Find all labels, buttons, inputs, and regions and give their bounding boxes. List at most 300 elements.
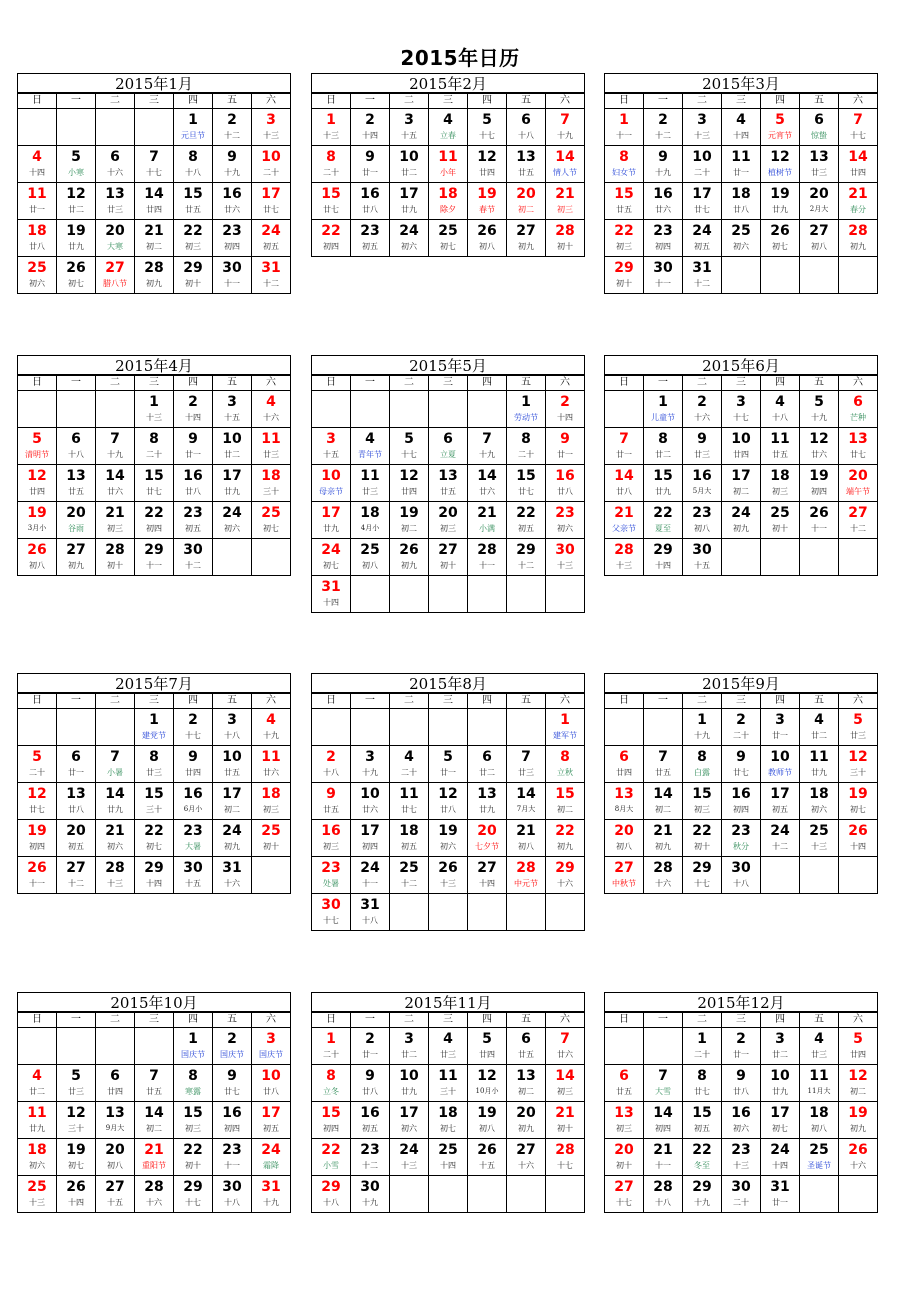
day-cell[interactable]	[722, 183, 761, 220]
day-cell[interactable]	[18, 502, 57, 539]
day-cell[interactable]	[312, 820, 351, 857]
day-cell[interactable]	[683, 783, 722, 820]
day-cell[interactable]	[252, 391, 291, 428]
day-cell[interactable]	[135, 465, 174, 502]
day-cell[interactable]	[429, 1102, 468, 1139]
day-cell[interactable]	[605, 746, 644, 783]
day-cell[interactable]	[761, 746, 800, 783]
day-cell[interactable]	[644, 1102, 683, 1139]
day-cell[interactable]	[722, 1102, 761, 1139]
day-cell[interactable]	[722, 746, 761, 783]
day-cell[interactable]	[722, 109, 761, 146]
day-cell[interactable]	[57, 539, 96, 576]
day-cell[interactable]	[644, 146, 683, 183]
day-cell[interactable]	[507, 183, 546, 220]
day-cell[interactable]	[252, 465, 291, 502]
day-cell[interactable]	[57, 1065, 96, 1102]
day-cell[interactable]	[312, 746, 351, 783]
day-cell[interactable]	[312, 1102, 351, 1139]
day-cell[interactable]	[312, 539, 351, 576]
day-cell[interactable]	[96, 183, 135, 220]
day-cell[interactable]	[252, 428, 291, 465]
day-cell[interactable]	[605, 820, 644, 857]
day-cell[interactable]	[351, 183, 390, 220]
day-cell[interactable]	[761, 428, 800, 465]
day-cell[interactable]	[18, 428, 57, 465]
day-cell[interactable]	[135, 1065, 174, 1102]
day-cell[interactable]	[390, 502, 429, 539]
day-cell[interactable]	[839, 183, 878, 220]
day-cell[interactable]	[213, 783, 252, 820]
day-cell[interactable]	[644, 1065, 683, 1102]
day-cell[interactable]	[213, 183, 252, 220]
day-cell[interactable]	[135, 391, 174, 428]
day-cell[interactable]	[683, 428, 722, 465]
day-cell[interactable]	[839, 428, 878, 465]
day-cell[interactable]	[429, 539, 468, 576]
day-cell[interactable]	[174, 709, 213, 746]
day-cell[interactable]	[722, 1139, 761, 1176]
day-cell[interactable]	[605, 1139, 644, 1176]
day-cell[interactable]	[252, 1065, 291, 1102]
day-cell[interactable]	[57, 183, 96, 220]
day-cell[interactable]	[96, 1102, 135, 1139]
day-cell[interactable]	[507, 539, 546, 576]
day-cell[interactable]	[390, 746, 429, 783]
day-cell[interactable]	[507, 1139, 546, 1176]
day-cell[interactable]	[18, 857, 57, 894]
day-cell[interactable]	[213, 146, 252, 183]
day-cell[interactable]	[468, 1028, 507, 1065]
day-cell[interactable]	[96, 465, 135, 502]
day-cell[interactable]	[839, 1102, 878, 1139]
day-cell[interactable]	[252, 1102, 291, 1139]
day-cell[interactable]	[683, 1028, 722, 1065]
day-cell[interactable]	[429, 1139, 468, 1176]
day-cell[interactable]	[507, 746, 546, 783]
day-cell[interactable]	[96, 257, 135, 294]
day-cell[interactable]	[351, 857, 390, 894]
day-cell[interactable]	[722, 465, 761, 502]
day-cell[interactable]	[761, 1028, 800, 1065]
day-cell[interactable]	[468, 857, 507, 894]
day-cell[interactable]	[174, 1102, 213, 1139]
day-cell[interactable]	[390, 820, 429, 857]
day-cell[interactable]	[213, 109, 252, 146]
day-cell[interactable]	[546, 465, 585, 502]
day-cell[interactable]	[429, 1028, 468, 1065]
day-cell[interactable]	[135, 502, 174, 539]
day-cell[interactable]	[468, 183, 507, 220]
day-cell[interactable]	[644, 1139, 683, 1176]
day-cell[interactable]	[546, 783, 585, 820]
day-cell[interactable]	[351, 502, 390, 539]
day-cell[interactable]	[507, 857, 546, 894]
day-cell[interactable]	[18, 1176, 57, 1213]
day-cell[interactable]	[546, 109, 585, 146]
day-cell[interactable]	[761, 183, 800, 220]
day-cell[interactable]	[18, 746, 57, 783]
day-cell[interactable]	[644, 502, 683, 539]
day-cell[interactable]	[18, 783, 57, 820]
day-cell[interactable]	[390, 109, 429, 146]
day-cell[interactable]	[135, 257, 174, 294]
day-cell[interactable]	[761, 1102, 800, 1139]
day-cell[interactable]	[605, 146, 644, 183]
day-cell[interactable]	[18, 1065, 57, 1102]
day-cell[interactable]	[390, 1139, 429, 1176]
day-cell[interactable]	[252, 109, 291, 146]
day-cell[interactable]	[683, 1139, 722, 1176]
day-cell[interactable]	[312, 220, 351, 257]
day-cell[interactable]	[351, 109, 390, 146]
day-cell[interactable]	[507, 146, 546, 183]
day-cell[interactable]	[57, 746, 96, 783]
day-cell[interactable]	[546, 391, 585, 428]
day-cell[interactable]	[644, 857, 683, 894]
day-cell[interactable]	[135, 220, 174, 257]
day-cell[interactable]	[57, 1139, 96, 1176]
day-cell[interactable]	[18, 1139, 57, 1176]
day-cell[interactable]	[800, 465, 839, 502]
day-cell[interactable]	[683, 1065, 722, 1102]
day-cell[interactable]	[429, 146, 468, 183]
day-cell[interactable]	[174, 1139, 213, 1176]
day-cell[interactable]	[174, 502, 213, 539]
day-cell[interactable]	[174, 783, 213, 820]
day-cell[interactable]	[546, 1102, 585, 1139]
day-cell[interactable]	[683, 220, 722, 257]
day-cell[interactable]	[213, 502, 252, 539]
day-cell[interactable]	[351, 539, 390, 576]
day-cell[interactable]	[683, 183, 722, 220]
day-cell[interactable]	[135, 539, 174, 576]
day-cell[interactable]	[213, 709, 252, 746]
day-cell[interactable]	[429, 428, 468, 465]
day-cell[interactable]	[174, 820, 213, 857]
day-cell[interactable]	[135, 428, 174, 465]
day-cell[interactable]	[96, 820, 135, 857]
day-cell[interactable]	[468, 465, 507, 502]
day-cell[interactable]	[213, 1028, 252, 1065]
day-cell[interactable]	[761, 220, 800, 257]
day-cell[interactable]	[213, 465, 252, 502]
day-cell[interactable]	[252, 709, 291, 746]
day-cell[interactable]	[213, 1102, 252, 1139]
day-cell[interactable]	[213, 746, 252, 783]
day-cell[interactable]	[800, 183, 839, 220]
day-cell[interactable]	[644, 465, 683, 502]
day-cell[interactable]	[252, 783, 291, 820]
day-cell[interactable]	[468, 746, 507, 783]
day-cell[interactable]	[252, 1028, 291, 1065]
day-cell[interactable]	[507, 428, 546, 465]
day-cell[interactable]	[429, 857, 468, 894]
day-cell[interactable]	[96, 428, 135, 465]
day-cell[interactable]	[683, 465, 722, 502]
day-cell[interactable]	[96, 1176, 135, 1213]
day-cell[interactable]	[722, 391, 761, 428]
day-cell[interactable]	[761, 146, 800, 183]
day-cell[interactable]	[468, 109, 507, 146]
day-cell[interactable]	[644, 428, 683, 465]
day-cell[interactable]	[390, 183, 429, 220]
day-cell[interactable]	[174, 1028, 213, 1065]
day-cell[interactable]	[800, 1065, 839, 1102]
day-cell[interactable]	[605, 220, 644, 257]
day-cell[interactable]	[213, 1065, 252, 1102]
day-cell[interactable]	[312, 502, 351, 539]
day-cell[interactable]	[839, 146, 878, 183]
day-cell[interactable]	[507, 109, 546, 146]
day-cell[interactable]	[683, 502, 722, 539]
day-cell[interactable]	[683, 820, 722, 857]
day-cell[interactable]	[174, 1065, 213, 1102]
day-cell[interactable]	[57, 146, 96, 183]
day-cell[interactable]	[546, 428, 585, 465]
day-cell[interactable]	[468, 1102, 507, 1139]
day-cell[interactable]	[722, 428, 761, 465]
day-cell[interactable]	[390, 220, 429, 257]
day-cell[interactable]	[800, 1028, 839, 1065]
day-cell[interactable]	[252, 746, 291, 783]
day-cell[interactable]	[546, 1139, 585, 1176]
day-cell[interactable]	[644, 391, 683, 428]
day-cell[interactable]	[18, 220, 57, 257]
day-cell[interactable]	[507, 502, 546, 539]
day-cell[interactable]	[546, 183, 585, 220]
day-cell[interactable]	[18, 1102, 57, 1139]
day-cell[interactable]	[312, 783, 351, 820]
day-cell[interactable]	[722, 857, 761, 894]
day-cell[interactable]	[174, 539, 213, 576]
day-cell[interactable]	[683, 746, 722, 783]
day-cell[interactable]	[351, 894, 390, 931]
day-cell[interactable]	[605, 783, 644, 820]
day-cell[interactable]	[351, 465, 390, 502]
day-cell[interactable]	[644, 1176, 683, 1213]
day-cell[interactable]	[174, 428, 213, 465]
day-cell[interactable]	[722, 783, 761, 820]
day-cell[interactable]	[252, 1139, 291, 1176]
day-cell[interactable]	[839, 220, 878, 257]
day-cell[interactable]	[429, 502, 468, 539]
day-cell[interactable]	[605, 428, 644, 465]
day-cell[interactable]	[644, 109, 683, 146]
day-cell[interactable]	[468, 1139, 507, 1176]
day-cell[interactable]	[390, 539, 429, 576]
day-cell[interactable]	[507, 220, 546, 257]
day-cell[interactable]	[468, 428, 507, 465]
day-cell[interactable]	[57, 220, 96, 257]
day-cell[interactable]	[605, 1102, 644, 1139]
day-cell[interactable]	[507, 783, 546, 820]
day-cell[interactable]	[507, 391, 546, 428]
day-cell[interactable]	[800, 502, 839, 539]
day-cell[interactable]	[135, 146, 174, 183]
day-cell[interactable]	[312, 465, 351, 502]
day-cell[interactable]	[683, 857, 722, 894]
day-cell[interactable]	[683, 1102, 722, 1139]
day-cell[interactable]	[546, 146, 585, 183]
day-cell[interactable]	[252, 1176, 291, 1213]
day-cell[interactable]	[351, 1139, 390, 1176]
day-cell[interactable]	[351, 1102, 390, 1139]
day-cell[interactable]	[800, 1102, 839, 1139]
day-cell[interactable]	[546, 746, 585, 783]
day-cell[interactable]	[429, 820, 468, 857]
day-cell[interactable]	[507, 1028, 546, 1065]
day-cell[interactable]	[213, 220, 252, 257]
day-cell[interactable]	[213, 857, 252, 894]
day-cell[interactable]	[839, 783, 878, 820]
day-cell[interactable]	[390, 146, 429, 183]
day-cell[interactable]	[839, 502, 878, 539]
day-cell[interactable]	[18, 820, 57, 857]
day-cell[interactable]	[722, 146, 761, 183]
day-cell[interactable]	[722, 1028, 761, 1065]
day-cell[interactable]	[252, 820, 291, 857]
day-cell[interactable]	[135, 783, 174, 820]
day-cell[interactable]	[605, 109, 644, 146]
day-cell[interactable]	[839, 1139, 878, 1176]
day-cell[interactable]	[429, 220, 468, 257]
day-cell[interactable]	[96, 502, 135, 539]
day-cell[interactable]	[468, 220, 507, 257]
day-cell[interactable]	[390, 428, 429, 465]
day-cell[interactable]	[57, 1102, 96, 1139]
day-cell[interactable]	[761, 1139, 800, 1176]
day-cell[interactable]	[312, 1065, 351, 1102]
day-cell[interactable]	[351, 746, 390, 783]
day-cell[interactable]	[468, 502, 507, 539]
day-cell[interactable]	[683, 709, 722, 746]
day-cell[interactable]	[761, 783, 800, 820]
day-cell[interactable]	[839, 1028, 878, 1065]
day-cell[interactable]	[839, 391, 878, 428]
day-cell[interactable]	[546, 1028, 585, 1065]
day-cell[interactable]	[174, 257, 213, 294]
day-cell[interactable]	[312, 1176, 351, 1213]
day-cell[interactable]	[507, 1102, 546, 1139]
day-cell[interactable]	[57, 502, 96, 539]
day-cell[interactable]	[213, 428, 252, 465]
day-cell[interactable]	[96, 220, 135, 257]
day-cell[interactable]	[213, 820, 252, 857]
day-cell[interactable]	[213, 391, 252, 428]
day-cell[interactable]	[57, 465, 96, 502]
day-cell[interactable]	[546, 539, 585, 576]
day-cell[interactable]	[174, 183, 213, 220]
day-cell[interactable]	[174, 220, 213, 257]
day-cell[interactable]	[429, 465, 468, 502]
day-cell[interactable]	[312, 183, 351, 220]
day-cell[interactable]	[644, 746, 683, 783]
day-cell[interactable]	[213, 1139, 252, 1176]
day-cell[interactable]	[135, 1102, 174, 1139]
day-cell[interactable]	[57, 428, 96, 465]
day-cell[interactable]	[507, 465, 546, 502]
day-cell[interactable]	[312, 576, 351, 613]
day-cell[interactable]	[722, 820, 761, 857]
day-cell[interactable]	[96, 1065, 135, 1102]
day-cell[interactable]	[761, 502, 800, 539]
day-cell[interactable]	[351, 1176, 390, 1213]
day-cell[interactable]	[18, 146, 57, 183]
day-cell[interactable]	[390, 465, 429, 502]
day-cell[interactable]	[351, 820, 390, 857]
day-cell[interactable]	[174, 391, 213, 428]
day-cell[interactable]	[800, 146, 839, 183]
day-cell[interactable]	[761, 1176, 800, 1213]
day-cell[interactable]	[18, 539, 57, 576]
day-cell[interactable]	[722, 502, 761, 539]
day-cell[interactable]	[800, 709, 839, 746]
day-cell[interactable]	[18, 257, 57, 294]
day-cell[interactable]	[351, 146, 390, 183]
day-cell[interactable]	[605, 183, 644, 220]
day-cell[interactable]	[507, 820, 546, 857]
day-cell[interactable]	[135, 183, 174, 220]
day-cell[interactable]	[57, 820, 96, 857]
day-cell[interactable]	[135, 820, 174, 857]
day-cell[interactable]	[96, 746, 135, 783]
day-cell[interactable]	[429, 746, 468, 783]
day-cell[interactable]	[96, 783, 135, 820]
day-cell[interactable]	[135, 1139, 174, 1176]
day-cell[interactable]	[135, 857, 174, 894]
day-cell[interactable]	[546, 502, 585, 539]
day-cell[interactable]	[429, 783, 468, 820]
day-cell[interactable]	[546, 709, 585, 746]
day-cell[interactable]	[96, 146, 135, 183]
day-cell[interactable]	[722, 1176, 761, 1213]
day-cell[interactable]	[312, 428, 351, 465]
day-cell[interactable]	[312, 857, 351, 894]
day-cell[interactable]	[761, 391, 800, 428]
day-cell[interactable]	[468, 539, 507, 576]
day-cell[interactable]	[605, 857, 644, 894]
day-cell[interactable]	[351, 1065, 390, 1102]
day-cell[interactable]	[429, 1065, 468, 1102]
day-cell[interactable]	[468, 1065, 507, 1102]
day-cell[interactable]	[174, 109, 213, 146]
day-cell[interactable]	[96, 857, 135, 894]
day-cell[interactable]	[683, 539, 722, 576]
day-cell[interactable]	[252, 146, 291, 183]
day-cell[interactable]	[605, 539, 644, 576]
day-cell[interactable]	[644, 783, 683, 820]
day-cell[interactable]	[174, 146, 213, 183]
day-cell[interactable]	[312, 1028, 351, 1065]
day-cell[interactable]	[761, 820, 800, 857]
day-cell[interactable]	[839, 109, 878, 146]
day-cell[interactable]	[390, 783, 429, 820]
day-cell[interactable]	[96, 1139, 135, 1176]
day-cell[interactable]	[390, 1102, 429, 1139]
day-cell[interactable]	[312, 894, 351, 931]
day-cell[interactable]	[507, 1065, 546, 1102]
day-cell[interactable]	[174, 1176, 213, 1213]
day-cell[interactable]	[351, 428, 390, 465]
day-cell[interactable]	[57, 257, 96, 294]
day-cell[interactable]	[213, 257, 252, 294]
day-cell[interactable]	[468, 146, 507, 183]
day-cell[interactable]	[605, 465, 644, 502]
day-cell[interactable]	[683, 109, 722, 146]
day-cell[interactable]	[605, 257, 644, 294]
day-cell[interactable]	[390, 857, 429, 894]
